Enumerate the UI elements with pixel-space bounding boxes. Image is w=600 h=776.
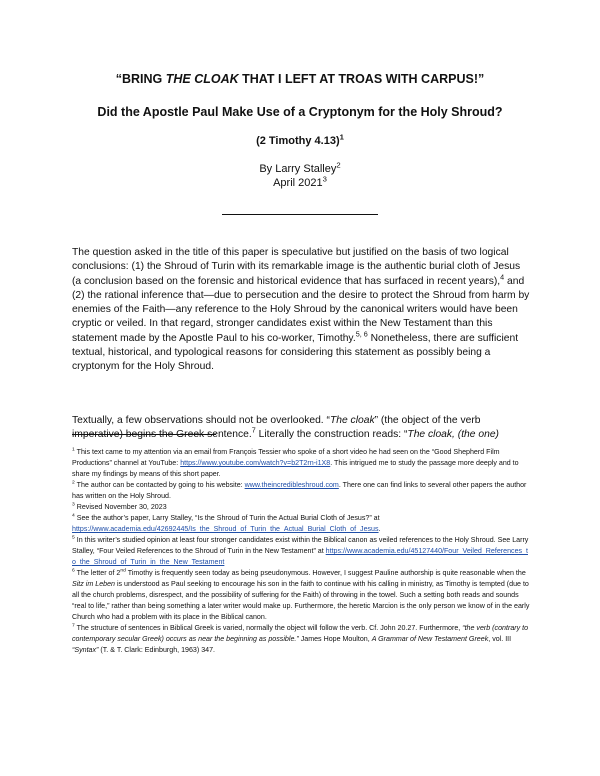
footnote-1: $^1$ This text came to my attention via an email from François Tessier who spoke of a short video he had seen on the “Good Shepherd Film Productions” channel at YouTube: https://www.youtube.com/watch?v=b2T2rn-i1X8. This intrigued me to study the passage more deeply and to share my findings by means of this short paper. xyxy=(72,447,519,478)
footnote-marker[interactable]: 5, 6 xyxy=(355,329,368,339)
footnote-link[interactable]: www.theincredibleshroud.com xyxy=(244,481,339,489)
footnote-7: $^7$ The structure of sentences in Biblical Greek is varied, normally the object will follow the verb. Cf. John 20.27. Furthermore, “the verb (contrary to contemporary secular Greek) occurs as near the beginning as possible.” James Hope Moulton, A Grammar of New Testament Greek, vol. III “Syntax” (T. & T. Clark: Edinburgh, 1963) 347. xyxy=(72,623,529,654)
footnote-marker[interactable]: 7 xyxy=(251,425,256,435)
footnote-5: $^5$ In this writer’s studied opinion at least four stronger candidates exist within the Biblical canon as veiled references to the Holy Shroud. See Larry Stalley, “Four Veiled References to the Shroud of Turin in the New Testament” at https://www.academia.edu/45127440/Four_Veiled_References_to_the_Shroud_of_Turin_in_the_New_Testament xyxy=(72,535,529,566)
footnote-marker[interactable]: 4 xyxy=(500,272,505,282)
footnote-marker[interactable]: 3 xyxy=(322,174,327,184)
footnote-link[interactable]: https://www.academia.edu/45127440/Four_Veiled_References_to_the_Shroud_of_Turin_in_the_New_Testament xyxy=(72,547,528,566)
footnote-marker[interactable]: 1 xyxy=(339,132,344,142)
date-line: April 2021$^3$ xyxy=(273,174,327,189)
body-paragraph: Textually, a few observations should not be overlooked. “The cloak” (the object of the verb imperative) begins the Greek sentence.$^7$ Literally the construction reads: “The cloak, (the one) xyxy=(72,415,499,441)
footnote-marker[interactable]: 2 xyxy=(336,160,341,170)
title-divider xyxy=(222,214,378,215)
footnote-3: $^3$ Revised November 30, 2023 xyxy=(72,502,167,511)
paper-title: “BRING THE CLOAK THAT I LEFT AT TROAS WITH CARPUS!” xyxy=(115,72,485,86)
footnote-6: $^6$ The letter of 2nd Timothy is frequently seen today as being pseudonymous. However, I suggest Pauline authorship is quite reasonable when the Sitz im Leben is understood as Paul seeking to encourage his son in the faith to continue with his calling in ministry, as Timothy is tempted (due to all the church problems, disrespect, and the possibility of suffering for the Faith) of throwing in the towel. Such a setting both reads and sounds “real to life,” rather than being something a later writer would make up. Furthermore, the heretic Marcion is the only person we know of in the early Church who had a problem with its place in the Biblical canon. xyxy=(72,568,530,621)
scripture-reference: (2 Timothy 4.13)$^1$ xyxy=(256,132,344,147)
footnote-link[interactable]: https://www.academia.edu/42692445/Is_the_Shroud_of_Turin_the_Actual_Burial_Cloth_of_Jesus xyxy=(72,525,379,533)
byline xyxy=(0,162,600,190)
paper-subtitle: Did the Apostle Paul Make Use of a Cryptonym for the Holy Shroud? xyxy=(97,105,503,119)
body-paragraph: The question asked in the title of this paper is speculative but justified on the basis of two logical conclusions: (1) the Shroud of Turin with its remarkable image is the authentic burial cloth of Jesus (a conclusion based on the forensic and historical evidence that has surfaced in recent years),$^4$ and (2) the rational inference that—due to persecution and the desire to protect the Shroud from harm by enemies of the Faith—any reference to the Holy Shroud by the canonical writers would have been cryptic or veiled. In that regard, stronger candidates exist within the New Testament than this statement made by the Apostle Paul to his co-worker, Timothy.$^{5, 6}$ Nonetheless, there are sufficient textual, historical, and typological reasons for considering this statement as possibly being a cryptonym for the Holy Shroud. xyxy=(72,247,530,373)
footnote-4: $^4$ See the author’s paper, Larry Stalley, “Is the Shroud of Turin the Actual Burial Cloth of Jesus?” at https://www.academia.edu/42692445/Is_the_Shroud_of_Turin_the_Actual_Burial_Cloth_of_Jesus. xyxy=(72,513,381,533)
footnote-separator xyxy=(72,434,216,435)
footnote-2: $^2$ The author can be contacted by going to his website: www.theincredibleshroud.com. There one can find links to several other papers the author has written on the Holy Shroud. xyxy=(72,480,527,500)
author-line: By Larry Stalley$^2$ xyxy=(259,160,341,175)
footnotes xyxy=(72,447,530,656)
footnote-link[interactable]: https://www.youtube.com/watch?v=b2T2rn-i1X8 xyxy=(180,459,331,467)
